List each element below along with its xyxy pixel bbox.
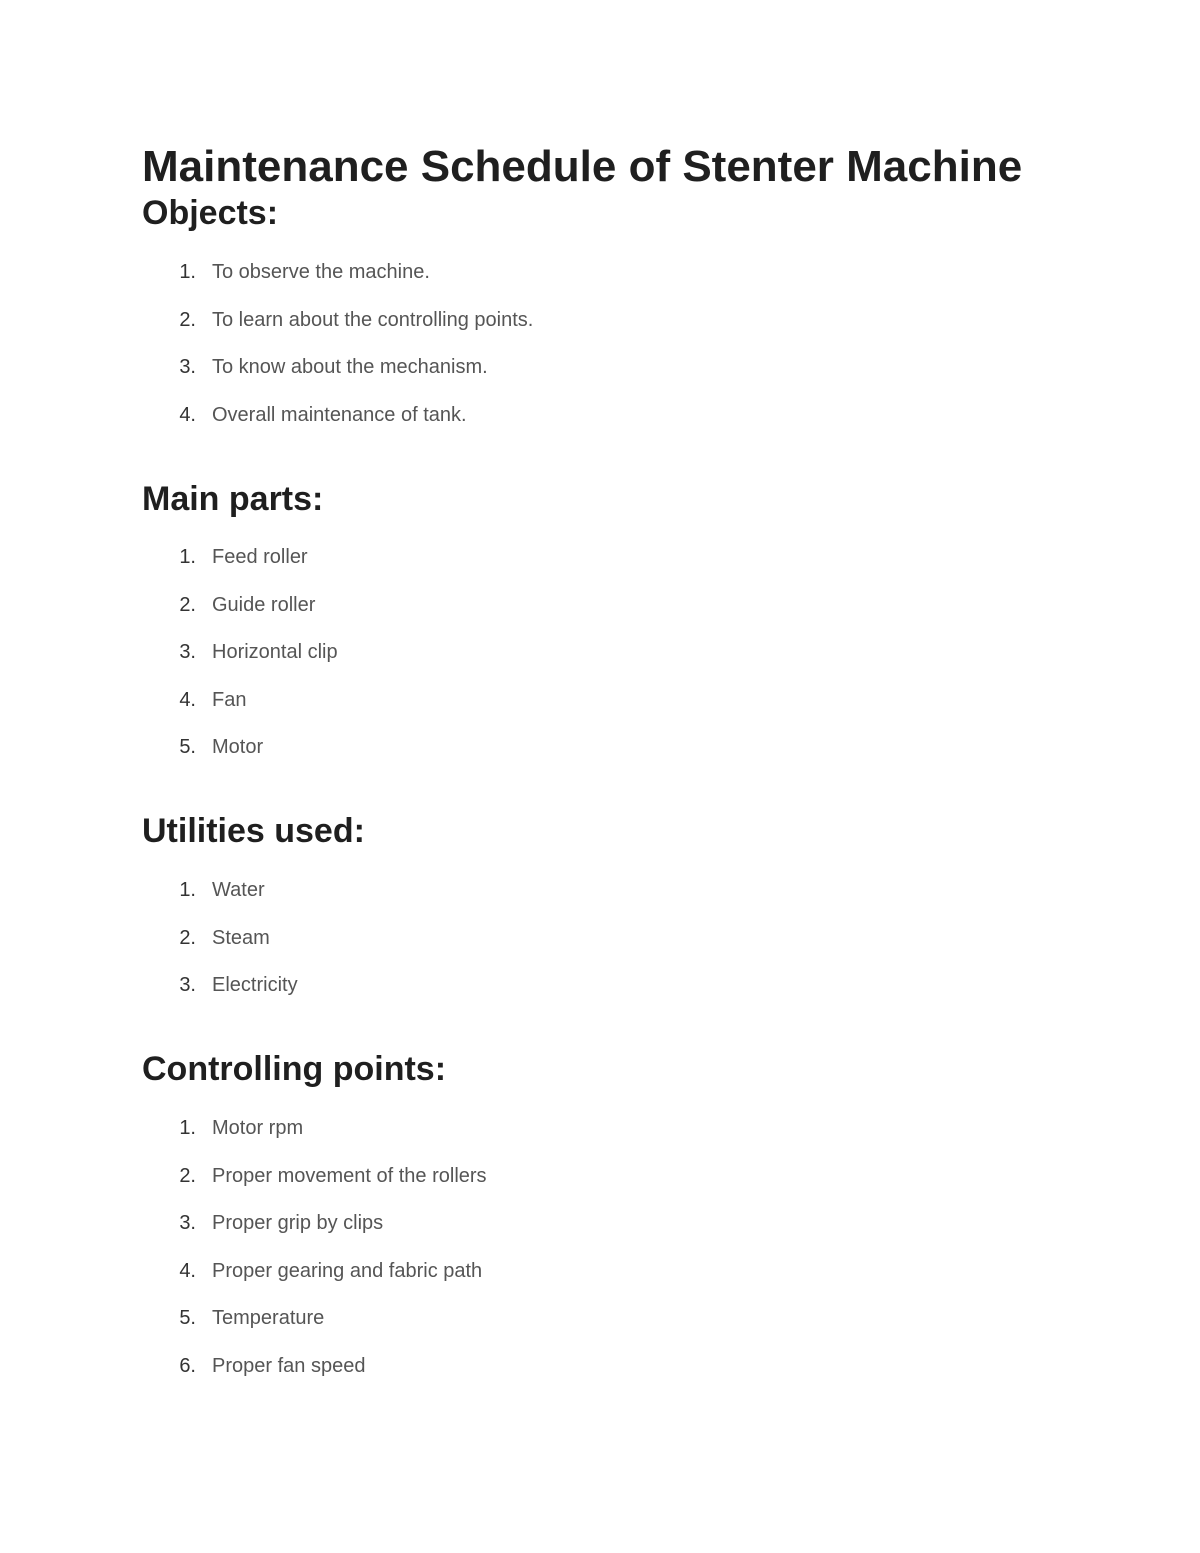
list-item-text: Guide roller <box>212 593 316 616</box>
list-item-text: Proper movement of the rollers <box>212 1164 487 1187</box>
list-item-text: Overall maintenance of tank. <box>212 403 467 426</box>
list-item-number: 6. <box>179 1354 196 1377</box>
list-item-number: 3. <box>179 641 196 663</box>
list-item-text: Steam <box>212 926 270 949</box>
list-item-number: 1. <box>179 1117 196 1139</box>
list-item-text: Proper grip by clips <box>212 1212 384 1234</box>
list-item-text: To observe the machine. <box>212 261 430 283</box>
list-item-number: 1. <box>179 879 196 901</box>
list-item-number: 4. <box>179 1259 196 1282</box>
list-item-text: Water <box>212 879 265 901</box>
list-item-number: 5. <box>179 736 196 758</box>
list-item-number: 3. <box>179 1212 196 1234</box>
section-heading-controlling-points: Controlling points: <box>142 1050 447 1088</box>
list-item-text: To learn about the controlling points. <box>212 308 534 331</box>
list-item-number: 5. <box>179 1307 196 1329</box>
section-heading-main-parts: Main parts: <box>142 480 324 518</box>
list-item-number: 2. <box>179 593 196 616</box>
section-heading-utilities-used: Utilities used: <box>142 812 365 850</box>
list-item-text: Motor <box>212 736 264 758</box>
section-heading-objects: Objects: <box>142 194 279 232</box>
list-item-number: 4. <box>179 403 196 426</box>
list-item-text: Feed roller <box>212 546 308 568</box>
list-item-number: 1. <box>179 546 196 568</box>
list-item-text: Motor rpm <box>212 1117 304 1139</box>
list-item-text: Temperature <box>212 1307 325 1329</box>
list-item-number: 3. <box>179 974 196 996</box>
list-item-number: 1. <box>179 261 196 283</box>
list-item-text: Proper fan speed <box>212 1354 366 1377</box>
list-item-number: 2. <box>179 1164 196 1187</box>
list-item-number: 2. <box>179 308 196 331</box>
list-item-text: Horizontal clip <box>212 641 338 663</box>
list-item-number: 4. <box>179 688 196 711</box>
list-item-number: 3. <box>179 356 196 378</box>
document-title: Maintenance Schedule of Stenter Machine <box>142 142 1023 191</box>
list-item-text: Proper gearing and fabric path <box>212 1259 483 1282</box>
list-item-text: Electricity <box>212 974 298 996</box>
list-item-number: 2. <box>179 926 196 949</box>
list-item-text: Fan <box>212 688 247 711</box>
list-item-text: To know about the mechanism. <box>212 356 488 378</box>
